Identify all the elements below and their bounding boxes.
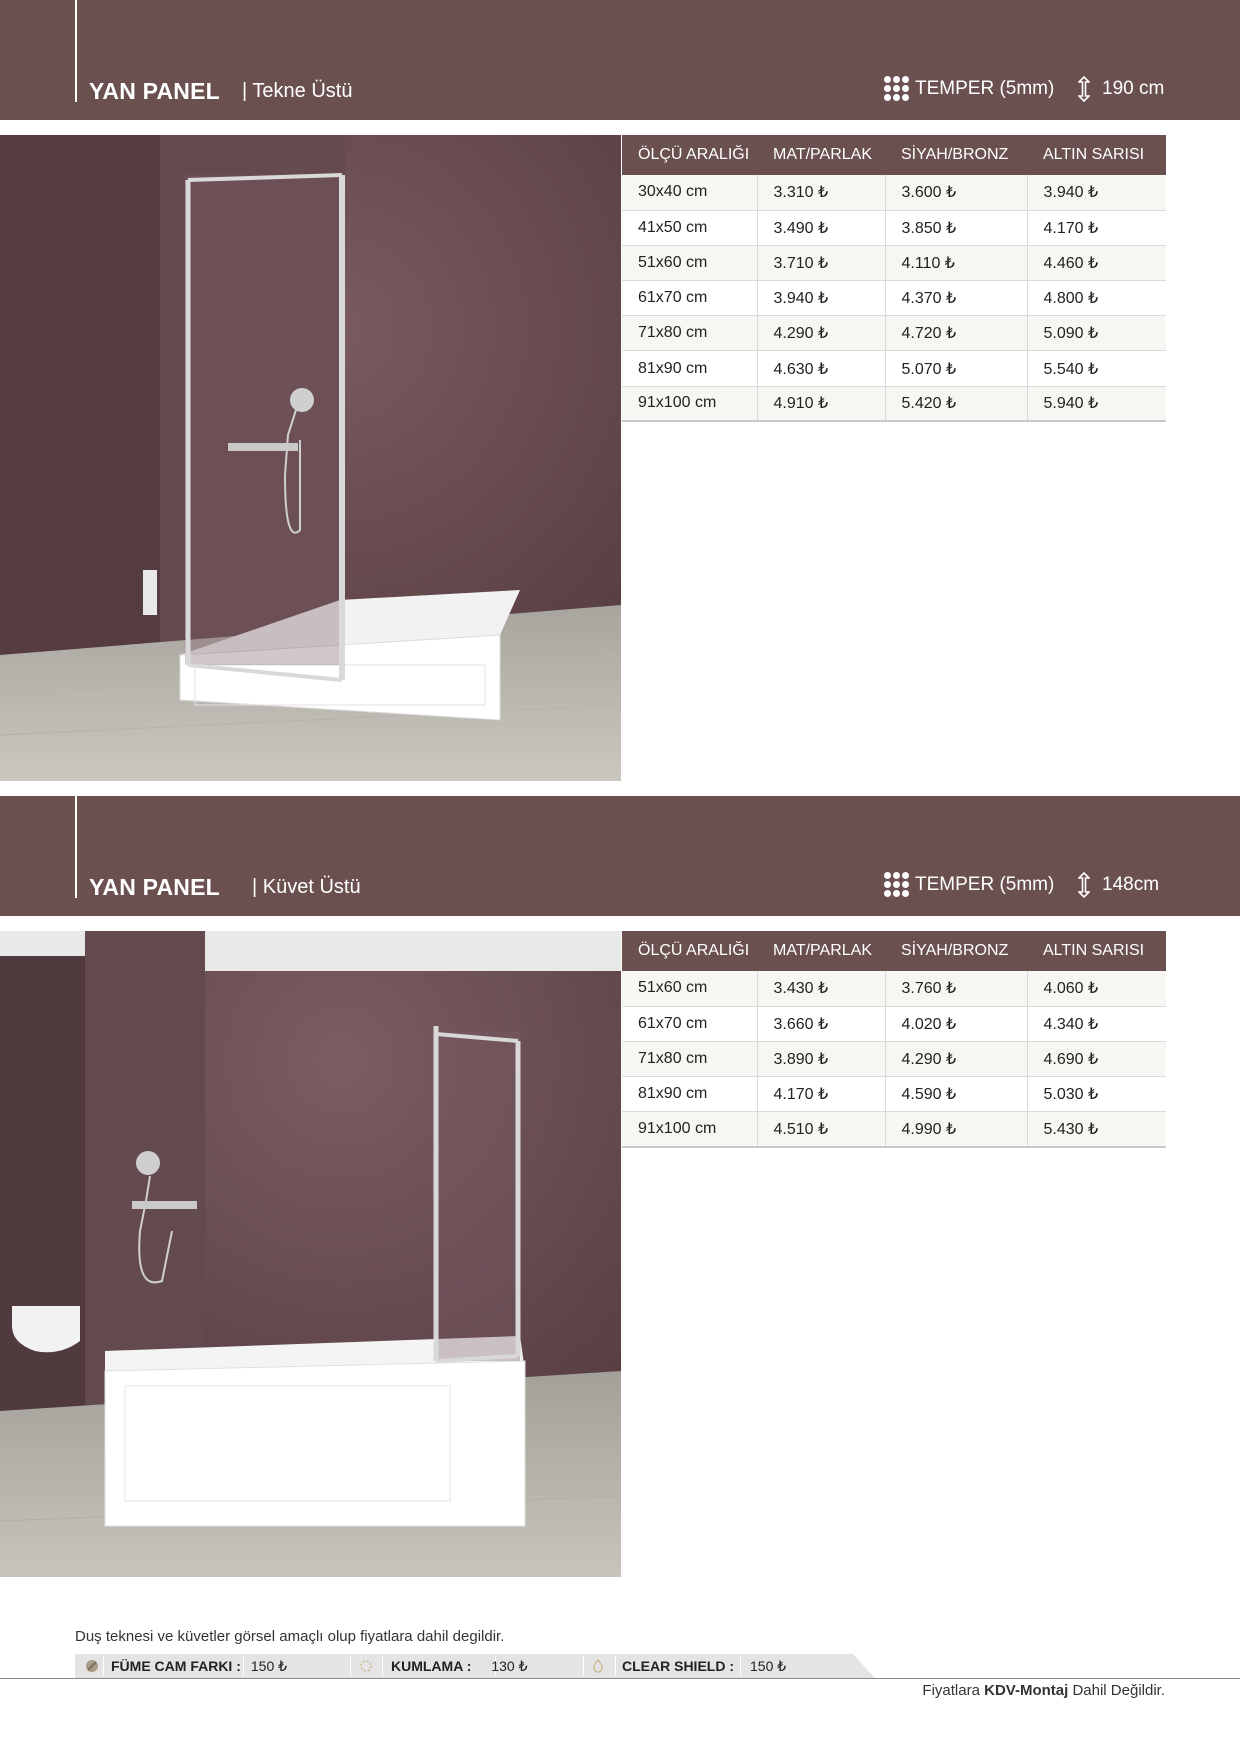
price-cell: 5.420 ₺: [885, 386, 1027, 421]
section-1-price-table: [622, 135, 1166, 422]
extra-label: CLEAR SHIELD :: [622, 1658, 734, 1674]
bathtub-panel-photo: [0, 931, 621, 1577]
price-cell: 4.110 ₺: [885, 245, 1027, 280]
extra-clear-shield: [592, 1654, 786, 1678]
price-cell: 4.510 ₺: [757, 1112, 885, 1147]
price-cell: 3.430 ₺: [757, 971, 885, 1006]
height-spec: [1078, 76, 1164, 102]
price-cell: 4.340 ₺: [1027, 1006, 1166, 1041]
section-2-subtitle: | Küvet Üstü: [252, 876, 361, 898]
price-cell: 3.760 ₺: [885, 971, 1027, 1006]
header-mat-parlak: MAT/PARLAK: [757, 135, 885, 175]
price-cell: 4.720 ₺: [885, 316, 1027, 351]
price-cell: 3.940 ₺: [1027, 175, 1166, 210]
table-row: [622, 1077, 1166, 1112]
extras-separator: [103, 1656, 104, 1676]
price-cell: 4.290 ₺: [757, 316, 885, 351]
size-cell: 51x60 cm: [622, 245, 757, 280]
shower-tray-panel-photo: [0, 135, 621, 781]
extra-price: 150 ₺: [250, 1657, 288, 1674]
price-cell: 4.060 ₺: [1027, 971, 1166, 1006]
sandblast-icon: [359, 1659, 373, 1673]
section-2-header: [0, 796, 1240, 916]
header-mat-parlak: MAT/PARLAK: [757, 931, 885, 971]
extra-label: FÜME CAM FARKI :: [111, 1658, 241, 1674]
smoke-glass-icon: [85, 1659, 99, 1673]
height-spec-label: 148cm: [1102, 874, 1160, 895]
section-2-price-table: [622, 931, 1166, 1148]
price-cell: 4.290 ₺: [885, 1041, 1027, 1076]
table-row: [622, 210, 1166, 245]
header-size: ÖLÇÜ ARALIĞI: [622, 931, 757, 971]
table-header-row: [622, 931, 1166, 971]
price-cell: 3.890 ₺: [757, 1041, 885, 1076]
header-siyah-bronz: SİYAH/BRONZ: [885, 135, 1027, 175]
price-cell: 3.490 ₺: [757, 210, 885, 245]
size-cell: 71x80 cm: [622, 1041, 757, 1076]
header-altin-sarisi: ALTIN SARISI: [1027, 135, 1166, 175]
price-cell: 3.940 ₺: [757, 281, 885, 316]
extras-bar: [75, 1654, 875, 1678]
footer-suffix: Dahil Değildir.: [1072, 1682, 1165, 1699]
price-cell: 4.170 ₺: [757, 1077, 885, 1112]
glass-spec: [884, 872, 1054, 897]
size-cell: 61x70 cm: [622, 281, 757, 316]
size-cell: 30x40 cm: [622, 175, 757, 210]
price-cell: 4.460 ₺: [1027, 245, 1166, 280]
price-cell: 4.800 ₺: [1027, 281, 1166, 316]
section-1-subtitle: | Tekne Üstü: [242, 80, 353, 102]
price-cell: 5.070 ₺: [885, 351, 1027, 386]
header-siyah-bronz: SİYAH/BRONZ: [885, 931, 1027, 971]
table-row: [622, 316, 1166, 351]
size-cell: 41x50 cm: [622, 210, 757, 245]
extras-separator: [243, 1656, 244, 1676]
extra-price: 130 ₺: [491, 1657, 528, 1674]
extra-price: 150 ₺: [750, 1657, 787, 1674]
height-spec: [1078, 872, 1159, 898]
table-row: [622, 386, 1166, 421]
header-divider: [75, 796, 77, 898]
disclaimer-note: Duş teknesi ve küvetler görsel amaçlı olup fiyatlara dahil degildir.: [75, 1628, 505, 1645]
price-cell: 4.990 ₺: [885, 1112, 1027, 1147]
table-row: [622, 175, 1166, 210]
dots-grid-icon: [884, 872, 909, 897]
footer-prefix: Fiyatlara: [922, 1682, 980, 1699]
header-altin-sarisi: ALTIN SARISI: [1027, 931, 1166, 971]
price-cell: 3.710 ₺: [757, 245, 885, 280]
table-row: [622, 971, 1166, 1006]
price-cell: 5.090 ₺: [1027, 316, 1166, 351]
table-row: [622, 245, 1166, 280]
glass-spec-label: TEMPER (5mm): [915, 873, 1055, 895]
size-cell: 81x90 cm: [622, 1077, 757, 1112]
price-cell: 4.370 ₺: [885, 281, 1027, 316]
price-cell: 4.630 ₺: [757, 351, 885, 386]
size-cell: 91x100 cm: [622, 1112, 757, 1147]
price-cell: 4.690 ₺: [1027, 1041, 1166, 1076]
height-arrow-icon: [1078, 872, 1090, 898]
price-cell: 4.910 ₺: [757, 386, 885, 421]
table-row: [622, 1006, 1166, 1041]
price-cell: 5.430 ₺: [1027, 1112, 1166, 1147]
size-cell: 61x70 cm: [622, 1006, 757, 1041]
glass-spec: [884, 76, 1054, 101]
price-cell: 5.030 ₺: [1027, 1077, 1166, 1112]
price-cell: 4.020 ₺: [885, 1006, 1027, 1041]
price-cell: 3.600 ₺: [885, 175, 1027, 210]
extra-label: KUMLAMA :: [391, 1658, 472, 1674]
height-spec-label: 190 cm: [1102, 78, 1165, 99]
price-cell: 5.940 ₺: [1027, 386, 1166, 421]
glass-spec-label: TEMPER (5mm): [915, 77, 1055, 99]
dots-grid-icon: [884, 76, 909, 101]
footer-bold: KDV-Montaj: [984, 1682, 1069, 1699]
drop-icon: [592, 1659, 604, 1673]
section-1-header: [0, 0, 1240, 120]
table-row: [622, 1112, 1166, 1147]
footer-tax-note: [922, 1682, 1165, 1699]
price-cell: 4.170 ₺: [1027, 210, 1166, 245]
table-row: [622, 1041, 1166, 1076]
extra-sandblast: [359, 1654, 528, 1678]
size-cell: 51x60 cm: [622, 971, 757, 1006]
header-size: ÖLÇÜ ARALIĞI: [622, 135, 757, 175]
price-cell: 3.310 ₺: [757, 175, 885, 210]
price-cell: 3.660 ₺: [757, 1006, 885, 1041]
height-arrow-icon: [1078, 76, 1090, 102]
size-cell: 81x90 cm: [622, 351, 757, 386]
section-1-title: YAN PANEL: [89, 78, 220, 104]
price-cell: 5.540 ₺: [1027, 351, 1166, 386]
extras-separator: [350, 1656, 351, 1676]
size-cell: 71x80 cm: [622, 316, 757, 351]
extras-separator: [583, 1656, 584, 1676]
section-2-title: YAN PANEL: [89, 874, 220, 900]
price-cell: 3.850 ₺: [885, 210, 1027, 245]
extra-smoke-glass: [85, 1654, 287, 1678]
header-divider: [75, 0, 77, 102]
table-header-row: [622, 135, 1166, 175]
size-cell: 91x100 cm: [622, 386, 757, 421]
table-row: [622, 351, 1166, 386]
table-row: [622, 281, 1166, 316]
footer-rule: [0, 1678, 1240, 1679]
price-cell: 4.590 ₺: [885, 1077, 1027, 1112]
